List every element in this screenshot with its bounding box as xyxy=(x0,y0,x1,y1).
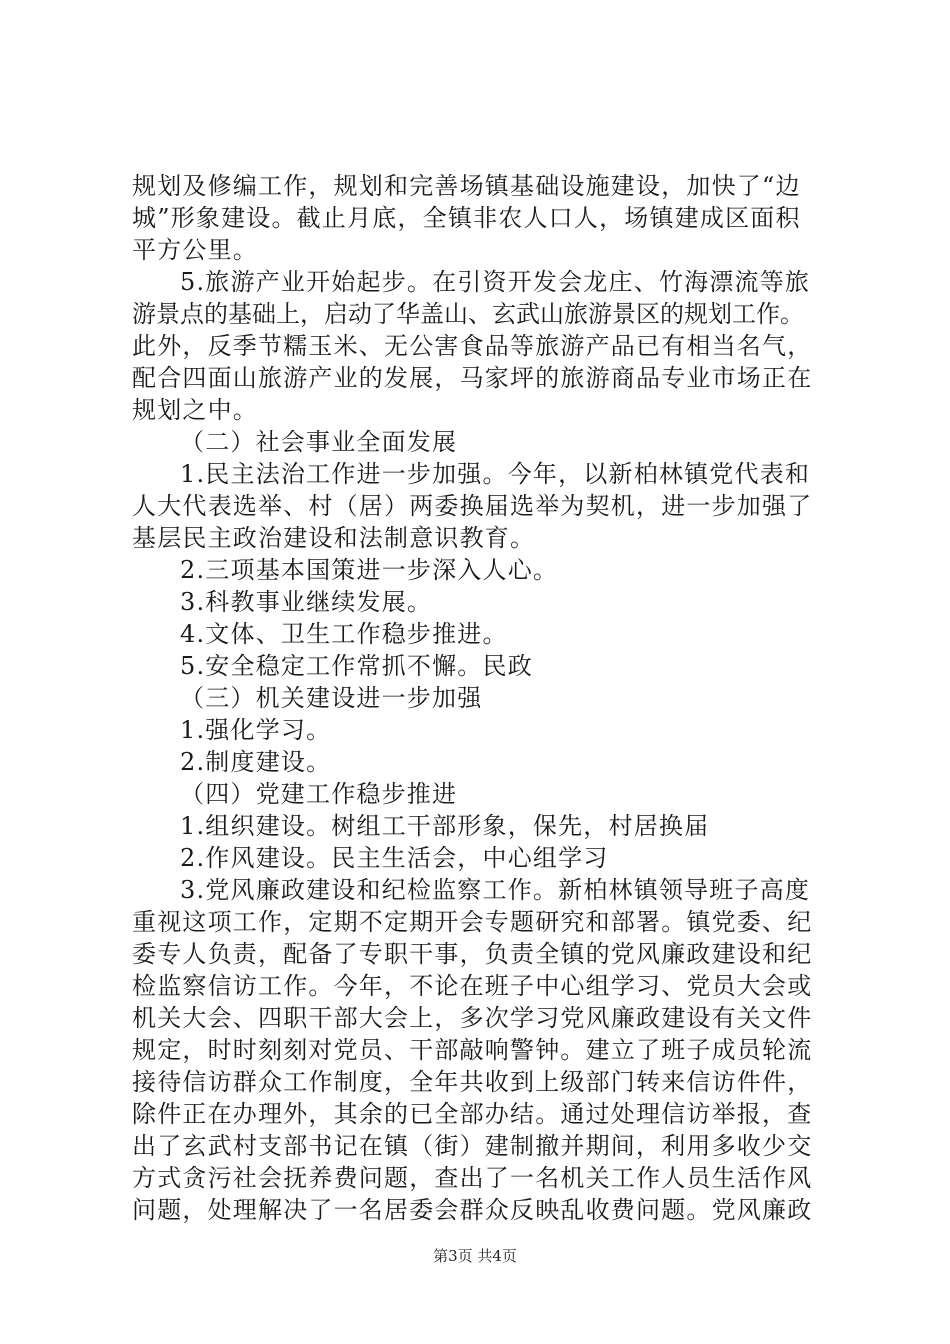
text-line: 5.旅游产业开始起步。在引资开发会龙庄、竹海漂流等旅 xyxy=(180,268,811,296)
section-heading: （二）社会事业全面发展 xyxy=(180,428,458,456)
text-line: 此外，反季节糯玉米、无公害食品等旅游产品已有相当名气， xyxy=(132,332,813,360)
text-line: 规划之中。 xyxy=(132,396,258,424)
text-line: 规划及修编工作，规划和完善场镇基础设施建设，加快了“边 xyxy=(132,172,801,200)
text-line: 除件正在办理外，其余的已全部办结。通过处理信访举报，查 xyxy=(132,1100,813,1128)
text-line: 3.科教事业继续发展。 xyxy=(180,588,433,616)
text-line: 机关大会、四职干部大会上，多次学习党风廉政建设有关文件 xyxy=(132,1004,813,1032)
text-line: 3.党风廉政建设和纪检监察工作。新柏林镇领导班子高度 xyxy=(180,876,811,904)
text-line: 1.组织建设。树组工干部形象，保先，村居换届 xyxy=(180,812,710,840)
page-number-footer: 第3页 共4页 xyxy=(433,1247,517,1265)
section-heading: （三）机关建设进一步加强 xyxy=(180,684,483,712)
text-line: 1.民主法治工作进一步加强。今年，以新柏林镇党代表和 xyxy=(180,460,811,488)
text-line: 接待信访群众工作制度，全年共收到上级部门转来信访件件， xyxy=(132,1068,813,1096)
text-line: 平方公里。 xyxy=(132,236,258,264)
text-line: 2.制度建设。 xyxy=(180,748,332,776)
text-line: 问题，处理解决了一名居委会群众反映乱收费问题。党风廉政 xyxy=(132,1196,813,1224)
text-line: 1.强化学习。 xyxy=(180,716,332,744)
text-line: 2.三项基本国策进一步深入人心。 xyxy=(180,556,559,584)
text-line: 4.文体、卫生工作稳步推进。 xyxy=(180,620,508,648)
text-line: 2.作风建设。民主生活会，中心组学习 xyxy=(180,844,609,872)
text-line: 规定，时时刻刻对党员、干部敲响警钟。建立了班子成员轮流 xyxy=(132,1036,813,1064)
text-line: 基层民主政治建设和法制意识教育。 xyxy=(132,524,536,552)
text-line: 人大代表选举、村（居）两委换届选举为契机，进一步加强了 xyxy=(132,492,813,520)
text-line: 出了玄武村支部书记在镇（街）建制撤并期间，利用多收少交 xyxy=(132,1132,813,1160)
text-line: 游景点的基础上，启动了华盖山、玄武山旅游景区的规划工作。 xyxy=(132,300,804,328)
text-line: 方式贪污社会抚养费问题，查出了一名机关工作人员生活作风 xyxy=(132,1164,813,1192)
text-line: 配合四面山旅游产业的发展，马家坪的旅游商品专业市场正在 xyxy=(132,364,813,392)
document-body xyxy=(132,170,852,1226)
text-line: 委专人负责，配备了专职干事，负责全镇的党风廉政建设和纪 xyxy=(132,940,813,968)
section-heading: （四）党建工作稳步推进 xyxy=(180,780,458,808)
text-line: 5.安全稳定工作常抓不懈。民政 xyxy=(180,652,533,680)
text-line: 检监察信访工作。今年，不论在班子中心组学习、党员大会或 xyxy=(132,972,813,1000)
text-line: 城”形象建设。截止月底，全镇非农人口人，场镇建成区面积 xyxy=(132,204,801,232)
text-line: 重视这项工作，定期不定期开会专题研究和部署。镇党委、纪 xyxy=(132,908,813,936)
